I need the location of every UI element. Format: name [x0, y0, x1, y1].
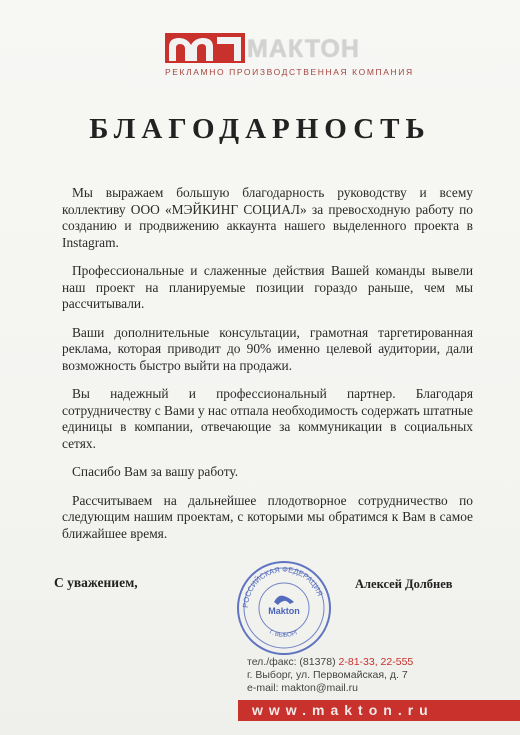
letter-body	[62, 185, 473, 554]
brand-name: МАКТОН	[247, 35, 360, 63]
website-text: www.makton.ru	[252, 702, 434, 718]
stamp-bottom-text: Г. ВЫБОРГ	[268, 629, 300, 639]
email-line: e-mail: makton@mail.ru	[247, 682, 359, 694]
paragraph: Спасибо Вам за вашу работу.	[72, 464, 239, 479]
makton-logo-icon	[165, 33, 245, 63]
company-tagline: РЕКЛАМНО ПРОИЗВОДСТВЕННАЯ КОМПАНИЯ	[165, 67, 414, 77]
paragraph: Ваши дополнительные консультации, грамотная таргетированная реклама, которая приводит до 90% именно целевой аудитории, дали возможность быстро выйти на продажи.	[62, 324, 473, 373]
company-stamp	[234, 558, 334, 658]
document-title: БЛАГОДАРНОСТЬ	[89, 113, 431, 145]
closing-phrase: С уважением,	[54, 575, 138, 590]
paragraph: Рассчитываем на дальнейшее плодотворное сотрудничество по следующим нашим проектам, с которыми мы обратимся к Вам в самое ближайшее время.	[62, 492, 473, 541]
address-line: г. Выборг, ул. Первомайская, д. 7	[247, 669, 408, 681]
signer-name: Алексей Долбнев	[355, 577, 453, 591]
phone-label: тел./факс: (81378)	[247, 656, 339, 668]
stamp-emblem-icon	[274, 596, 294, 605]
contact-block	[247, 656, 413, 695]
paragraph: Профессиональные и слаженные действия Вашей команды вывели наш проект на планируемые позиции гораздо раньше, чем мы рассчитывали.	[62, 263, 473, 311]
phone-numbers: 2-81-33, 22-555	[338, 656, 414, 668]
phone-line	[247, 656, 413, 669]
letterhead	[165, 33, 475, 81]
stamp-ring-text: РОССИЙСКАЯ ФЕДЕРАЦИЯ	[240, 564, 325, 609]
svg-text:Г. ВЫБОРГ	[268, 629, 300, 639]
stamp-center-text: Makton	[268, 606, 300, 616]
paragraph: Мы выражаем большую благодарность руководству и всему коллективу ООО «МЭЙКИНГ СОЦИАЛ» за превосходную работу по созданию и продвижению аккаунта нашего выделенного проекта в Instagram.	[62, 185, 473, 250]
paragraph: Вы надежный и профессиональный партнер. Благодаря сотрудничеству с Вами у нас отпала необходимость содержать штатные единицы в компании, отвечающие за коммуникации в социальных сетях.	[62, 386, 473, 451]
